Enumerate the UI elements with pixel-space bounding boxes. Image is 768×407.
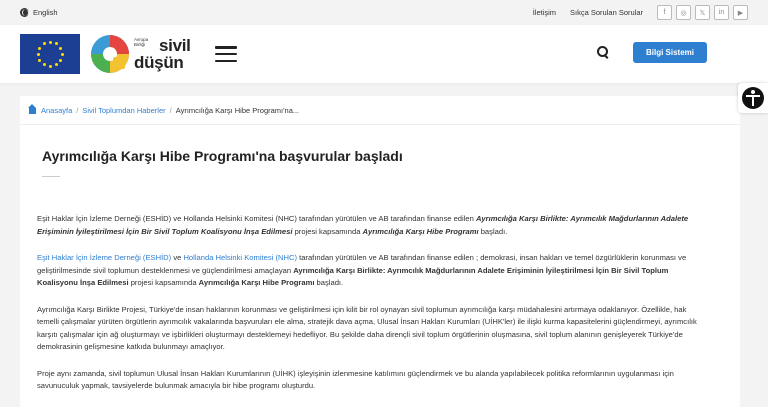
title-underline: [42, 176, 60, 177]
social-links: [657, 5, 748, 20]
search-icon[interactable]: [597, 46, 609, 58]
article-container: [20, 96, 740, 407]
accessibility-icon: [742, 87, 764, 109]
paragraph-1: Eşit Haklar İçin İzleme Derneği (ESHİD) ve Hollanda Helsinki Komitesi (NHC) tarafından yürütülen ve AB tarafından finanse edilen Ayrımcılığa Karşı Birlikte: Ayrımcılık Mağdurlarının Adalete Erişiminin İyileştirilmesi İçin Bir Sivil Toplum Koalisyonu İnşa Edilmesi projesi kapsamında Ayrımcılığa Karşı Hibe Programı başladı.: [37, 214, 689, 236]
home-icon: [29, 108, 36, 114]
contact-link[interactable]: İletişim: [532, 8, 557, 17]
facebook-icon[interactable]: f: [657, 5, 672, 20]
breadcrumb-separator: /: [169, 106, 172, 115]
breadcrumb-current: Ayrımcılığa Karşı Hibe Programı'na...: [175, 106, 300, 115]
top-bar: [0, 0, 768, 25]
logo-line2: düşün: [134, 53, 184, 72]
instagram-icon[interactable]: ◎: [676, 5, 691, 20]
globe-icon: [20, 8, 29, 17]
faq-link[interactable]: Sıkça Sorulan Sorular: [570, 8, 643, 17]
article-body: [37, 213, 709, 407]
top-links: [533, 5, 748, 20]
accessibility-button[interactable]: [738, 83, 768, 113]
breadcrumb-section[interactable]: Sivil Toplumdan Haberler: [82, 106, 166, 115]
eu-flag-logo[interactable]: [20, 34, 80, 74]
eu-star-icon: [59, 47, 62, 50]
nhc-link[interactable]: Hollanda Helsinki Komitesi (NHC): [183, 252, 297, 262]
eshid-link[interactable]: Eşit Haklar İçin İzleme Derneği (ESHİD): [37, 252, 172, 262]
eu-star-icon: [49, 41, 52, 44]
eu-star-icon: [38, 59, 41, 62]
eu-star-icon: [37, 53, 40, 56]
bilgi-sistemi-button[interactable]: Bilgi Sistemi: [633, 42, 707, 63]
breadcrumb: [29, 106, 299, 115]
eu-star-icon: [55, 63, 58, 66]
breadcrumb-separator: /: [76, 106, 79, 115]
sivil-dusun-logo[interactable]: [90, 34, 191, 74]
eu-star-icon: [43, 63, 46, 66]
breadcrumb-home[interactable]: Anasayfa: [41, 106, 73, 115]
eu-star-icon: [38, 47, 41, 50]
eu-star-icon: [61, 53, 64, 56]
x-twitter-icon[interactable]: 𝕏: [695, 5, 710, 20]
site-header: [0, 25, 768, 83]
language-label[interactable]: English: [33, 8, 58, 17]
divider: [20, 124, 740, 125]
eu-star-icon: [59, 59, 62, 62]
eu-star-icon: [43, 42, 46, 45]
menu-icon[interactable]: [215, 46, 237, 62]
paragraph-3: Ayrımcılığa Karşı Birlikte Projesi, Türkiye'de insan haklarının korunması ve geliştirilmesi için kilit bir rol oynayan sivil toplumun ayrımcılığa karşı müdahalesini artırmaya odaklanıyor. Özellikle, hak temelli çalışmalar yürüten örgütlerin ayrımcılık vakalarında başvuruları ele alma, stratejik dava açma, Ulusal İnsan Hakları Kurumları (UİHK'ler) ile ilişki kurma kapasitelerini güçlendirmeyi, ayrımcılık karşıtı çalışmalar için ağ oluşturmayı ve işbirlikleri oluşturmayı desteklemeyi hedefliyor. Bu şekilde daha dirençli sivil toplum örgütlerinin oluşmasına, sivil toplum alanının genişleyerek Türkiye'de demokrasinin gelişmesine katkıda bulunmayı amaçlıyor.: [37, 304, 697, 352]
eu-star-icon: [55, 42, 58, 45]
logo-small-text: Avrupa Birliği: [134, 37, 149, 47]
language-switcher[interactable]: [20, 8, 58, 17]
page-title: Ayrımcılığa Karşı Hibe Programı'na başvurular başladı: [42, 148, 403, 164]
linkedin-icon[interactable]: in: [714, 5, 729, 20]
paragraph-4: Proje aynı zamanda, sivil toplumun Ulusal İnsan Hakları Kurumlarının (UİHK) işleyişinin izlenmesine katılımını güçlendirmek ve bu alanda yapılabilecek politika reformlarının uygulanması için savunuculuk yapmak, tavsiyelerde bulunmak amacıyla bir hibe programı oluşturdu.: [37, 368, 674, 391]
paragraph-2: Eşit Haklar İçin İzleme Derneği (ESHİD) ve Hollanda Helsinki Komitesi (NHC) tarafından yürütülen ve AB tarafından finanse edilen ; demokrasi, insan hakları ve temel özgürlüklerin korunması ve geliştirilmesinde sivil toplumun desteklenmesi ve güçlendirilmesi amaçlayan Ayrımcılığa Karşı Birlikte: Ayrımcılık Mağdurlarının Adalete Erişiminin İyileştirilmesi İçin Bir Sivil Toplum Koalisyonu İnşa Edilmesi projesi kapsamında Ayrımcılığa Karşı Hibe Programı başladı.: [37, 252, 687, 288]
youtube-icon[interactable]: ▶: [733, 5, 748, 20]
eu-star-icon: [49, 65, 52, 68]
logo-line1: sivil: [159, 36, 191, 55]
puzzle-logo-icon: [90, 34, 130, 74]
